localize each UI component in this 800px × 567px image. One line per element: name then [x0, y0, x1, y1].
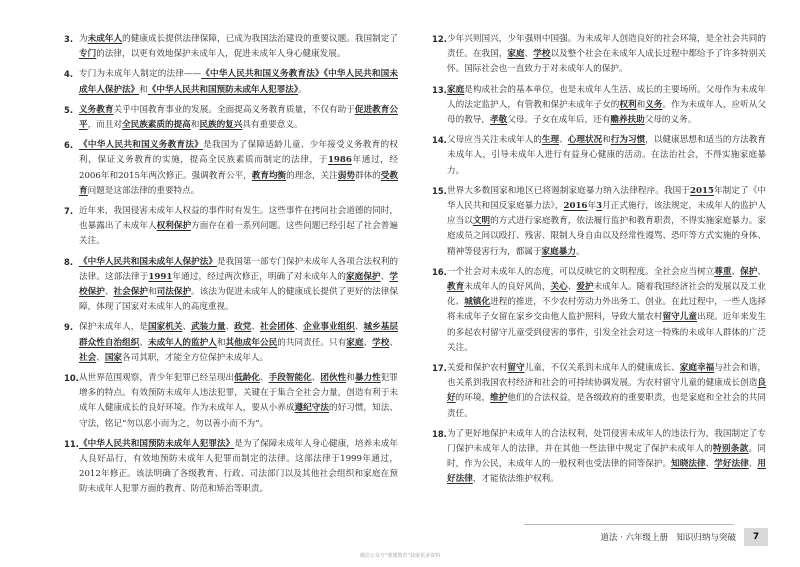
item-number: 18.	[432, 428, 447, 439]
knowledge-item	[64, 138, 398, 199]
item-number: 9.	[64, 322, 74, 333]
item-text: 《中华人民共和国未成年人保护法》是我国第一部专门保护未成年人各项合法权利的法律。这部法律于1991年通过，经过两次修正，明确了对未成年人的家庭保护、学校保护、社会保护和司法保护。该法为促进未成年人的健康成长提供了更好的法律保障，体现了国家对未成年人的高度重视。	[79, 256, 398, 313]
page-footer	[600, 528, 768, 546]
knowledge-item	[432, 133, 766, 179]
item-text: 少年兴则国兴，少年强则中国强。为未成年人创造良好的社会环境，是全社会共同的责任。在我国，家庭、学校以及整个社会在未成年人成长过程中都给予了许多特别关怀。国际社会也一直致力于对未成年人的保护。	[447, 34, 766, 75]
item-number: 5.	[64, 104, 74, 115]
item-number: 3.	[64, 34, 74, 44]
item-number: 8.	[64, 256, 74, 267]
knowledge-item	[64, 67, 398, 97]
item-text: 为未成年人的健康成长提供法律保障，已成为我国法治建设的重要议题。我国制定了专门的法律，以更有效地保护未成年人，促进未成年人身心健康发展。	[79, 34, 398, 60]
knowledge-item	[432, 361, 766, 422]
footer-rule	[524, 524, 734, 525]
item-number: 7.	[64, 206, 74, 217]
item-number: 14.	[432, 135, 447, 146]
item-text: 保护未成年人，是国家机关、武装力量、政党、社会团体、企业事业组织、城乡基层群众性自治组织、未成年人的监护人和其他成年公民的共同责任。只有家庭、学校、社会、国家各司其职，才能全方位保护未成年人。	[79, 322, 398, 363]
knowledge-item	[64, 371, 398, 432]
item-number: 4.	[64, 69, 74, 80]
item-number: 6.	[64, 140, 74, 151]
right-column	[432, 32, 766, 493]
item-text: 关爱和保护农村留守儿童，不仅关系到未成年人的健康成长、家庭幸福与社会和谐，也关系到我国农村经济和社会的可持续协调发展。为农村留守儿童的健康成长创造良好的环境，维护他们的合法权益，是各级政府的重要职责，也是家庭和全社会的共同责任。	[447, 363, 766, 419]
knowledge-item	[64, 204, 398, 250]
item-text: 《中华人民共和国预防未成年人犯罪法》是为了保障未成年人身心健康，培养未成年人良好品行，有效地预防未成年人犯罪而制定的法律。这部法律于1999年通过，2012年修正。该法明确了各级教育、行政、司法部门以及其他社会组织和家庭在预防未成年人犯罪方面的教育、防范和矫治等职责。	[79, 438, 398, 495]
item-text: 近年来，我国侵害未成年人权益的事件时有发生。这些事件在拷问社会道德的同时，也暴露出了未成年人权利保护方面存在着一系列问题。这些问题已经引起了社会普遍关注。	[79, 206, 398, 247]
item-text: 为了更好地保护未成年人的合法权利，处罚侵害未成年人的违法行为，我国制定了专门保护未成年人的法律，并在其他一些法律中规定了保护未成年人的特别条款。同时，作为公民，未成年人的一般权利也受法律的同等保护。知晓法律、学好法律、用好法律，才能依法维护权利。	[447, 428, 766, 485]
knowledge-item	[64, 437, 398, 498]
knowledge-item	[432, 184, 766, 260]
item-number: 11.	[64, 438, 79, 449]
knowledge-item	[432, 32, 766, 78]
item-number: 12.	[432, 34, 447, 44]
item-text: 一个社会对未成年人的态度，可以反映它的文明程度。全社会应当树立尊重、保护、教育未成年人的良好风尚，关心、爱护未成年人。随着我国经济社会的发展以及工业化、城镇化进程的推进，不少农村劳动力外出务工、创业。在此过程中，一些人选择将未成年子女留在家乡交由他人监护照料，导致大量农村留守儿童出现。近年来发生的多起农村留守儿童受到侵害的事件，引发全社会对这一特殊的未成年人群体的广泛关注。	[447, 266, 766, 353]
item-text: 《中华人民共和国义务教育法》是我国为了保障适龄儿童、少年接受义务教育的权利，保证义务教育的实施，提高全民族素质而制定的法律，于1986年通过，经2006年和2015年两次修正。强调教育公平，教育均衡的理念，关注弱势群体的受教育问题是这部法律的重要特点。	[79, 140, 398, 196]
footer-title: 道法 · 六年级上册 知识归纳与突破	[600, 533, 736, 543]
left-column	[64, 32, 398, 503]
knowledge-item	[432, 83, 766, 129]
item-number: 16.	[432, 266, 447, 277]
item-text: 专门为未成年人制定的法律——《中华人民共和国义务教育法》《中华人民共和国未成年人保护法》和《中华人民共和国预防未成年人犯罪法》。	[79, 69, 398, 95]
knowledge-item	[64, 32, 398, 62]
item-text: 父母应当关注未成年人的生理、心理状况和行为习惯，以健康思想和适当的方法教育未成年人，引导未成年人进行有益身心健康的活动。在法治社会，不得实施家庭暴力。	[447, 135, 766, 176]
knowledge-item	[64, 255, 398, 316]
item-number: 13.	[432, 84, 447, 95]
page-number: 7	[744, 528, 768, 546]
knowledge-item	[432, 265, 766, 356]
knowledge-item	[64, 103, 398, 133]
item-text: 义务教育关乎中国教育事业的发展。全面提高义务教育质量，不仅有助于促进教育公平，而且对全民族素质的提高和民族的复兴具有重要意义。	[79, 104, 398, 131]
item-number: 15.	[432, 185, 447, 196]
item-text: 家庭是构成社会的基本单位，也是未成年人生活、成长的主要场所。父母作为未成年人的法定监护人，有管教和保护未成年子女的权利和义务。作为未成年人，应听从父母的教导，孝敬父母。子女在成年后，还有赡养扶助父母的义务。	[447, 84, 766, 126]
knowledge-item	[64, 320, 398, 366]
item-text: 世界大多数国家和地区已将遏制家庭暴力纳入法律程序。我国于2015年制定了《中华人民共和国反家庭暴力法》，2016年3月正式施行，该法规定，未成年人的监护人应当以文明的方式进行家庭教育，依法履行监护和教育职责，不得实施家庭暴力。家庭成员之间以殴打、残害、限制人身自由以及经常性谩骂、恐吓等方式实施的身体、精神等侵害行为，都属于家庭暴力。	[447, 185, 766, 257]
item-text: 从世界范围观察，青少年犯罪已经呈现出低龄化、手段智能化、团伙性和暴力性犯罪增多的特点。有效预防未成年人违法犯罪，关键在于集合全社会力量，创造有利于未成年人健康成长的良好环境。作为未成年人，要从小养成遵纪守法的好习惯，知法、守法，铭记“勿以恶小而为之，勿以善小而不为”。	[79, 373, 398, 429]
knowledge-item	[432, 427, 766, 488]
item-number: 17.	[432, 363, 447, 374]
item-number: 10.	[64, 373, 79, 384]
watermark-text: 微信公众号“理想教育”获取更多资料	[359, 553, 441, 559]
